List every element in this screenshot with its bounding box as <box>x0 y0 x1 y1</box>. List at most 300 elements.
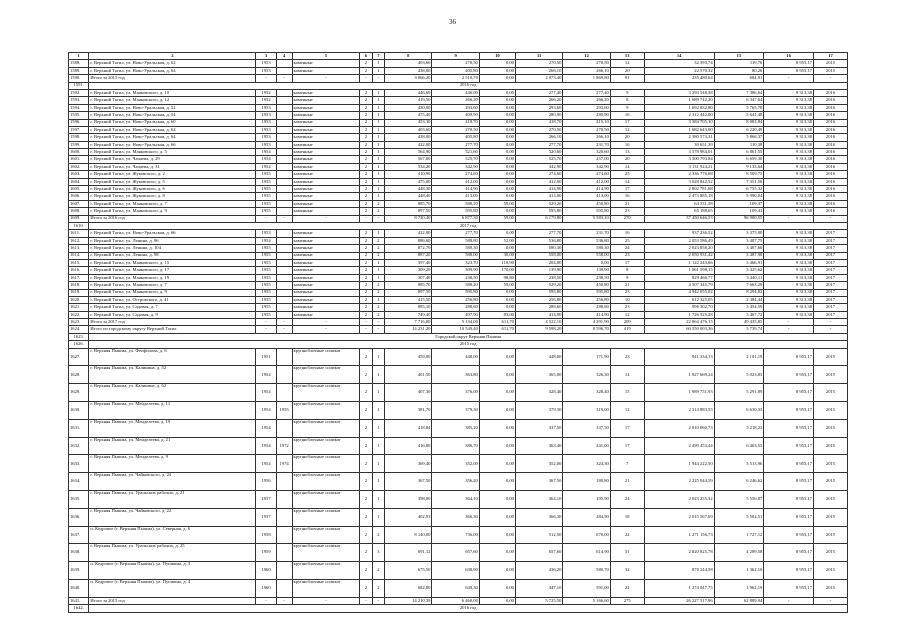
table-cell: каменные <box>292 311 360 318</box>
table-cell: - <box>276 597 292 604</box>
table-cell: 567,00 <box>385 156 432 163</box>
table-cell: 413,00 <box>432 193 479 200</box>
table-cell: 2 380 573,31 <box>644 134 714 141</box>
year-header-row <box>69 341 848 348</box>
table-cell: 1 869,80 <box>563 75 610 82</box>
table-cell: 2015 <box>813 455 847 473</box>
table-cell: 9 313,38 <box>764 237 814 244</box>
table-cell: 26 227 517,96 <box>644 597 714 604</box>
table-cell: 342,90 <box>432 163 479 170</box>
table-cell: 1 682 643,00 <box>644 126 714 133</box>
table-cell: 270,50 <box>432 126 479 133</box>
table-cell: 288,60 <box>563 304 610 311</box>
table-cell: 9 313,38 <box>764 141 814 148</box>
table-cell: 9 <box>610 89 644 96</box>
table-cell: 870 244,58 <box>644 562 714 580</box>
table-cell: 266,20 <box>432 97 479 104</box>
table-cell: 2016 <box>813 141 847 148</box>
table-cell: 475,00 <box>385 178 432 185</box>
table-cell: 2016 <box>813 104 847 111</box>
table-cell: 1955 <box>256 200 276 207</box>
table-cell: 10 <box>610 296 644 303</box>
table-cell: 1640. <box>69 579 89 597</box>
table-cell: 3 375,00 <box>714 230 764 237</box>
table-cell: 23 <box>610 252 644 259</box>
table-cell: 59,00 <box>479 200 515 207</box>
table-cell: 2 <box>372 245 384 252</box>
year-header-row <box>69 82 848 89</box>
table-cell: 1 944 222,50 <box>644 455 714 473</box>
table-cell: 521,60 <box>432 149 479 156</box>
table-cell: каменные <box>292 67 360 74</box>
table-cell: 30,00 <box>479 252 515 259</box>
table-cell: 1955 <box>256 274 276 281</box>
table-cell: 0,00 <box>479 89 515 96</box>
table-cell: 8 955,17 <box>764 526 814 544</box>
table-cell: 381,70 <box>385 402 432 420</box>
table-cell: 270,50 <box>515 60 562 67</box>
table-cell: 448,30 <box>385 186 432 193</box>
table-cell: каменные <box>292 112 360 119</box>
table-cell: 309,90 <box>432 267 479 274</box>
table-cell: 3 487,60 <box>714 245 764 252</box>
table-cell: 0,00 <box>479 60 515 67</box>
table-cell: г. Верхний Тагил, ул. Маяковского, д. 7 <box>89 282 256 289</box>
table-cell: каменные <box>292 156 360 163</box>
table-cell: крупноблочные силикат <box>292 419 360 437</box>
table-cell: 9 313,38 <box>764 311 814 318</box>
table-cell: 277,40 <box>563 89 610 96</box>
table-cell: 62 889,94 <box>714 597 764 604</box>
table-cell: 595,80 <box>515 208 562 215</box>
table-cell: г. Верхний Тагил, ул. Жуковского, д. 2 <box>89 171 256 178</box>
table-cell: 2017 <box>813 259 847 266</box>
table-cell: 1 <box>372 171 384 178</box>
table-cell: 430,00 <box>385 104 432 111</box>
table-cell: 1 <box>372 348 384 366</box>
table-cell: 0,00 <box>479 112 515 119</box>
table-cell: - <box>813 319 847 326</box>
table-cell: 885,10 <box>385 304 432 311</box>
table-cell: 1601. <box>69 156 89 163</box>
table-cell: 4 522,10 <box>515 319 562 326</box>
table-cell: 1593. <box>69 97 89 104</box>
table-cell: 1609. <box>69 215 89 222</box>
table-cell: 16 <box>610 193 644 200</box>
table-cell <box>276 311 292 318</box>
table-cell: 1 <box>372 134 384 141</box>
table-row <box>69 455 848 473</box>
table-row <box>69 156 848 163</box>
table-cell: 525,70 <box>515 156 562 163</box>
table-cell: 1 727,12 <box>714 526 764 544</box>
table-cell: 1953 <box>256 67 276 74</box>
table-cell: 0,00 <box>479 473 515 491</box>
table-cell: 12 <box>610 311 644 318</box>
table-cell: 0,00 <box>479 178 515 185</box>
table-cell <box>276 289 292 296</box>
table-cell: 0,00 <box>479 491 515 509</box>
table-cell: - <box>372 75 384 82</box>
table-cell: 0,00 <box>479 104 515 111</box>
table-cell: г. Верхний Тагил, ул. Жуковского, д. 6 <box>89 186 256 193</box>
table-cell: 1955 <box>256 282 276 289</box>
table-cell: 419 <box>610 326 644 333</box>
table-cell: г. Верхняя Пышма, ул. Менделеева, д. 21 <box>89 437 256 455</box>
table-cell: 21 <box>610 282 644 289</box>
table-row <box>69 134 848 141</box>
table-cell: 1604. <box>69 178 89 185</box>
table-cell: г. Верхний Тагил, ул. Маяковского, д. 9 <box>89 289 256 296</box>
table-cell <box>276 419 292 437</box>
table-cell: 293,60 <box>563 104 610 111</box>
table-cell: 885,70 <box>385 200 432 207</box>
table-cell: 1625. <box>69 333 89 340</box>
table-cell: 369,40 <box>385 455 432 473</box>
table-cell: 1957 <box>256 491 276 509</box>
table-cell: 2 <box>360 289 372 296</box>
table-cell: 4 289,58 <box>714 544 764 562</box>
table-cell: каменные <box>292 245 360 252</box>
table-cell: 8 955,17 <box>764 562 814 580</box>
table-cell: 1630. <box>69 402 89 420</box>
table-cell: крупноблочные силикат <box>292 508 360 526</box>
table-row <box>69 75 848 82</box>
table-cell: 2 <box>360 200 372 207</box>
table-cell: 1953 <box>256 134 276 141</box>
table-cell: 1 <box>372 366 384 384</box>
table-cell: 8 <box>385 53 432 60</box>
table-cell: 611,70 <box>479 319 515 326</box>
table-cell: 0,00 <box>479 171 515 178</box>
table-cell: - <box>276 326 292 333</box>
table-cell: 6 861,55 <box>714 149 764 156</box>
table-cell: 5 866,37 <box>714 134 764 141</box>
table-cell: - <box>256 597 276 604</box>
table-cell: г. Верхняя Пышма, ул. Чайковского, д. 22 <box>89 508 256 526</box>
table-cell: 7 663,29 <box>714 282 764 289</box>
table-cell: 3 487,98 <box>714 252 764 259</box>
table-cell: 2016 <box>813 126 847 133</box>
table-cell: 17 <box>610 186 644 193</box>
table-cell: 24 <box>610 491 644 509</box>
table-cell: 446,00 <box>432 89 479 96</box>
table-cell: 682,00 <box>385 579 432 597</box>
table-cell: 18 <box>610 508 644 526</box>
table-cell: 342,90 <box>563 163 610 170</box>
table-cell: 7 <box>610 455 644 473</box>
table-cell: 422,00 <box>385 230 432 237</box>
table-cell: 21 <box>610 473 644 491</box>
table-cell: крупноблочные силикат <box>292 544 360 562</box>
table-cell: каменные <box>292 119 360 126</box>
table-cell: 118,90 <box>479 259 515 266</box>
table-cell: 91 <box>610 75 644 82</box>
table-cell: 0,00 <box>479 419 515 437</box>
table-cell: 17 <box>610 419 644 437</box>
table-cell: 580,30 <box>563 245 610 252</box>
table-cell: 328,40 <box>515 384 562 402</box>
table-cell: 277,70 <box>432 141 479 148</box>
table-cell: 5 218,23 <box>714 419 764 437</box>
table-cell: 2017 <box>813 289 847 296</box>
table-cell: 1624. <box>69 326 89 333</box>
table-cell: 337,50 <box>563 419 610 437</box>
table-cell: 1 <box>372 104 384 111</box>
table-cell: 657,60 <box>515 544 562 562</box>
table-cell: 403,60 <box>385 126 432 133</box>
table-cell: 2 <box>360 562 372 580</box>
table-cell: 1 <box>69 53 89 60</box>
table-cell: 1596. <box>69 119 89 126</box>
table-cell: 2 <box>360 67 372 74</box>
table-cell: 363,80 <box>432 366 479 384</box>
table-cell: 2016 <box>813 149 847 156</box>
table-cell <box>276 178 292 185</box>
table-cell: Городской округ Верхняя Пышма <box>89 333 848 340</box>
table-cell: 5 513,96 <box>714 455 764 473</box>
table-cell: 413,00 <box>515 193 562 200</box>
table-cell: 0,00 <box>479 75 515 82</box>
table-cell: 266,20 <box>515 97 562 104</box>
table-cell: 446,60 <box>385 89 432 96</box>
table-cell <box>276 97 292 104</box>
table-cell: 5 023,83 <box>714 366 764 384</box>
table-cell: г. Верхняя Пышма, ул. Менделеева, д. 19 <box>89 419 256 437</box>
table-cell: - <box>256 75 276 82</box>
table-cell: каменные <box>292 186 360 193</box>
table-row <box>69 491 848 509</box>
table-cell: 275 <box>610 597 644 604</box>
table-cell: г. Верхний Тагил, ул. Маяковского, д. 9 <box>89 208 256 215</box>
table-cell: 1 <box>372 419 384 437</box>
table-cell: 1635. <box>69 491 89 509</box>
table-cell: 366,30 <box>432 508 479 526</box>
table-cell: 691,12 <box>385 544 432 562</box>
table-cell: 2017 год <box>89 222 848 229</box>
table-cell: п. Кедровое (г. Верхняя Пышма), ул. Пушкина, д. 3 <box>89 562 256 580</box>
table-row <box>69 112 848 119</box>
table-cell: 1 <box>372 126 384 133</box>
table-cell: г. Верхний Тагил, ул. Ново-Уральская, д. 66 <box>89 230 256 237</box>
table-cell: 595,80 <box>563 289 610 296</box>
table-row <box>69 178 848 185</box>
table-cell: 280,90 <box>563 112 610 119</box>
table-cell: 3 425,62 <box>714 267 764 274</box>
table-cell: 1 <box>372 230 384 237</box>
table-cell: 407,30 <box>385 384 432 402</box>
table-cell: 418,70 <box>515 119 562 126</box>
table-cell: - <box>764 75 814 82</box>
table-cell: 25 <box>610 237 644 244</box>
table-cell: 342,90 <box>515 163 562 170</box>
table-cell: 2 384,44 <box>714 296 764 303</box>
table-cell: 5 641,48 <box>714 112 764 119</box>
table-cell: 2 <box>360 384 372 402</box>
table-cell: 529,20 <box>515 200 562 207</box>
table-cell: крупноблочные силикат <box>292 384 360 402</box>
table-cell: 595,80 <box>563 208 610 215</box>
table-cell: 277,40 <box>515 89 562 96</box>
table-cell: 1 <box>372 473 384 491</box>
table-cell: 580,30 <box>515 245 562 252</box>
table-cell <box>276 134 292 141</box>
table-cell: 2 <box>372 304 384 311</box>
table-cell: 277,70 <box>515 230 562 237</box>
table-cell: 1954 <box>256 402 276 420</box>
table-cell: 8 509,75 <box>714 171 764 178</box>
table-cell: 9 <box>610 104 644 111</box>
table-cell: 8 955,17 <box>764 366 814 384</box>
table-cell: 9 <box>432 53 479 60</box>
table-cell: 6 877,30 <box>432 215 479 222</box>
table-cell: 1972 <box>276 437 292 455</box>
table-cell: 364,10 <box>432 491 479 509</box>
table-cell: 2 <box>372 208 384 215</box>
table-cell: 402,93 <box>385 508 432 526</box>
table-cell <box>276 259 292 266</box>
table-cell: 0,00 <box>479 289 515 296</box>
table-cell: 9 313,38 <box>764 156 814 163</box>
table-cell: 1612. <box>69 237 89 244</box>
table-row <box>69 544 848 562</box>
table-cell: - <box>276 215 292 222</box>
table-cell: 14 210,39 <box>385 597 432 604</box>
table-cell: 2015 <box>813 508 847 526</box>
table-cell: 0,00 <box>479 384 515 402</box>
table-cell: 588,80 <box>432 237 479 244</box>
table-cell: 256,80 <box>515 296 562 303</box>
table-cell <box>276 141 292 148</box>
table-cell: 238,50 <box>563 274 610 281</box>
table-cell: 2 <box>360 274 372 281</box>
table-cell: 414,90 <box>563 311 610 318</box>
table-cell: г. Верхний Тагил, ул. Ленина, д. 104 <box>89 245 256 252</box>
table-cell: 2 <box>360 89 372 96</box>
table-cell: 1 <box>372 67 384 74</box>
table-cell: 1622. <box>69 311 89 318</box>
table-cell: каменные <box>292 171 360 178</box>
table-cell <box>276 104 292 111</box>
table-cell: 2016 <box>813 163 847 170</box>
table-cell: 1 962,19 <box>714 579 764 597</box>
table-cell: 0,00 <box>479 208 515 215</box>
table-cell: 1603. <box>69 171 89 178</box>
table-cell: 270,50 <box>515 126 562 133</box>
table-cell: 2 <box>360 402 372 420</box>
table-cell: 6 460,00 <box>432 597 479 604</box>
table-cell: 2017 <box>813 237 847 244</box>
table-cell: каменные <box>292 193 360 200</box>
table-cell: 2 <box>360 526 372 544</box>
table-cell: 270 <box>610 215 644 222</box>
table-row <box>69 348 848 366</box>
table-cell: 2015 <box>813 544 847 562</box>
table-cell: 270,50 <box>563 60 610 67</box>
table-cell: 0,00 <box>479 562 515 580</box>
table-cell: 9 <box>610 274 644 281</box>
table-cell: 2 <box>360 171 372 178</box>
table-row <box>69 149 848 156</box>
table-cell: 9 313,38 <box>764 289 814 296</box>
table-cell: 1 <box>372 112 384 119</box>
table-cell <box>276 237 292 244</box>
table-cell: 450,80 <box>563 200 610 207</box>
table-cell: 14 231,20 <box>385 326 432 333</box>
table-cell: 2 <box>360 149 372 156</box>
table-cell: 9 313,38 <box>764 200 814 207</box>
table-cell: 2 <box>372 526 384 544</box>
table-cell: 2 <box>360 311 372 318</box>
table-cell: 412,00 <box>515 178 562 185</box>
table-cell: 614,90 <box>563 544 610 562</box>
table-cell: каменные <box>292 178 360 185</box>
table-cell: 23 <box>610 208 644 215</box>
table-cell: 32 <box>610 562 644 580</box>
table-cell: 1 <box>372 402 384 420</box>
table-cell: 8 955,17 <box>764 579 814 597</box>
table-cell: 8 955,17 <box>764 437 814 455</box>
table-cell: 15 <box>610 384 644 402</box>
table-cell: 1960 <box>256 579 276 597</box>
table-cell: 22 864 476,15 <box>644 319 714 326</box>
table-cell: 60 550 003,36 <box>644 326 714 333</box>
table-cell: 326,30 <box>563 366 610 384</box>
table-cell: 1610. <box>69 222 89 229</box>
table-cell: 6 755,32 <box>714 186 764 193</box>
table-cell: 365,00 <box>515 366 562 384</box>
table-cell: крупноблочные силикат <box>292 366 360 384</box>
table-cell: 0,00 <box>479 402 515 420</box>
table-cell: - <box>256 326 276 333</box>
table-cell: 2016 год <box>89 82 848 89</box>
table-cell: каменные <box>292 296 360 303</box>
table-cell: 17 <box>610 119 644 126</box>
table-cell: 1600. <box>69 149 89 156</box>
table-cell <box>276 163 292 170</box>
table-row <box>69 89 848 96</box>
table-cell: 512,50 <box>515 526 562 544</box>
table-cell: каменные <box>292 126 360 133</box>
table-cell: 16 <box>610 112 644 119</box>
table-cell: 9 313,38 <box>764 252 814 259</box>
table-cell: 59,00 <box>479 215 515 222</box>
table-cell: г. Верхняя Пышма, ул. Феофилова, д. 6 <box>89 348 256 366</box>
table-cell: 367,50 <box>515 473 562 491</box>
table-cell: 1954 <box>256 149 276 156</box>
section-header-row <box>69 333 848 340</box>
table-cell: - <box>372 597 384 604</box>
table-cell: 2 <box>360 544 372 562</box>
table-cell: 2 050 931,42 <box>644 252 714 259</box>
table-cell: крупноблочные силикат <box>292 348 360 366</box>
table-cell: 9 313,38 <box>764 193 814 200</box>
table-cell: 2016 <box>813 178 847 185</box>
table-cell: 2016 <box>813 193 847 200</box>
table-cell: 2 <box>360 141 372 148</box>
table-cell: 3 466,91 <box>714 259 764 266</box>
table-cell: - <box>360 215 372 222</box>
table-cell: 580,70 <box>563 562 610 580</box>
table-cell: 1613. <box>69 245 89 252</box>
table-cell: - <box>764 597 814 604</box>
table-cell: 37 450 646,53 <box>644 215 714 222</box>
table-cell: 1638. <box>69 544 89 562</box>
table-cell <box>276 230 292 237</box>
table-cell: 5 134,00 <box>432 319 479 326</box>
table-cell: 415,50 <box>385 296 432 303</box>
table-cell: 4 291,90 <box>563 319 610 326</box>
